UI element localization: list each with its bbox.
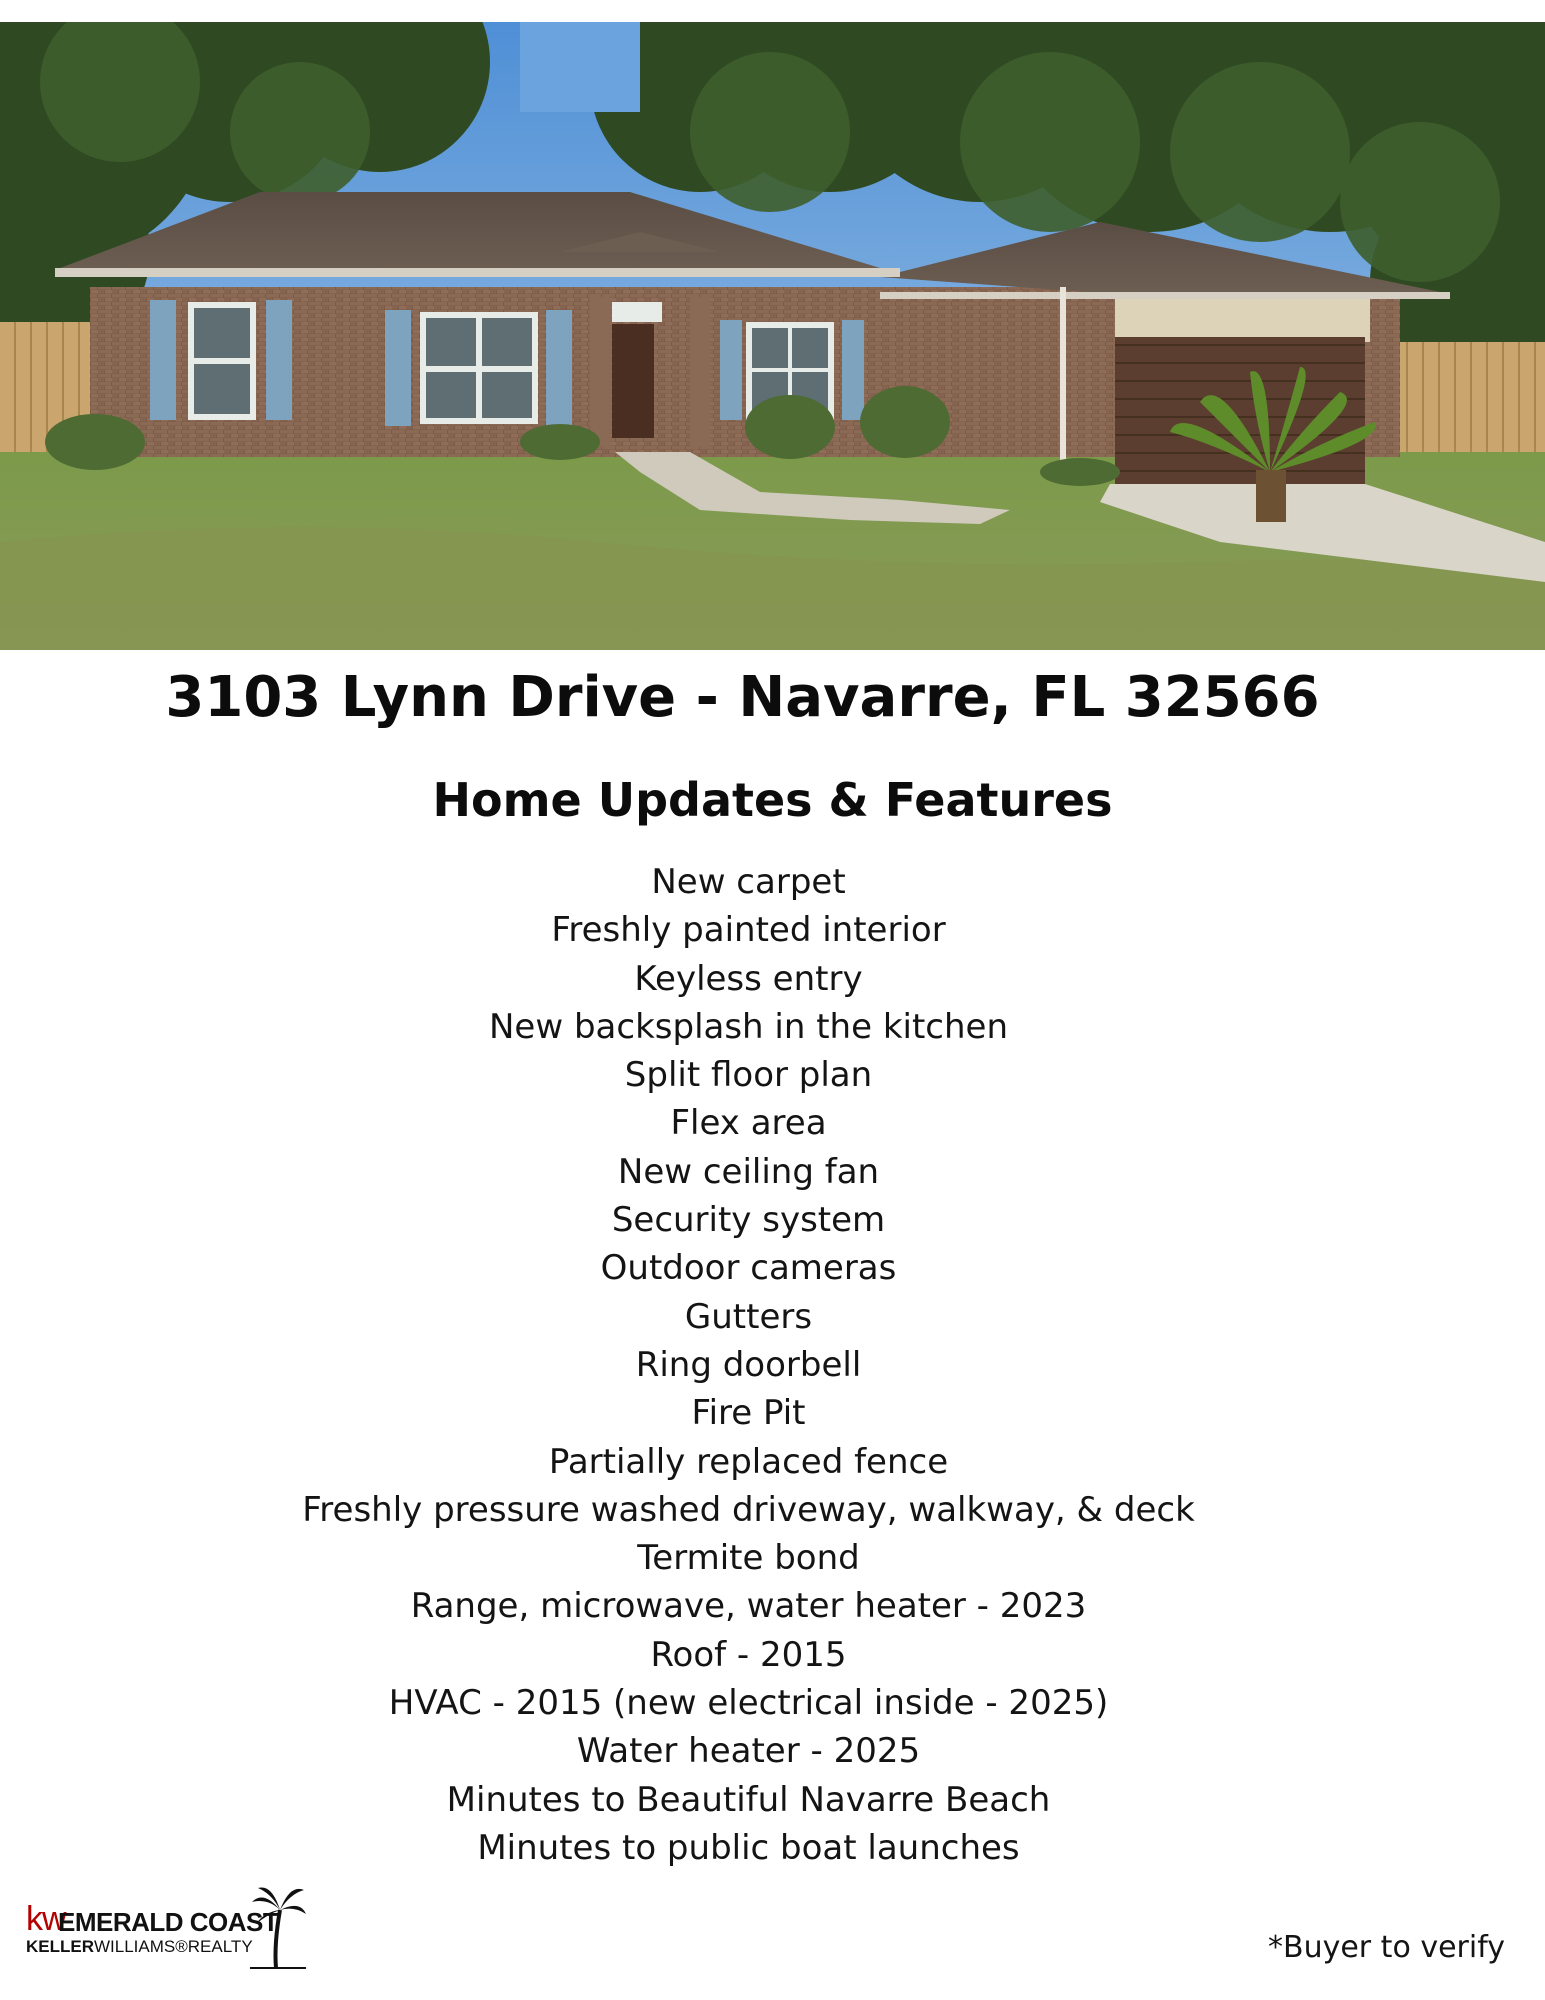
section-title: Home Updates & Features bbox=[432, 773, 1113, 827]
list-item: New carpet bbox=[651, 862, 846, 902]
kw-emerald-coast-logo bbox=[24, 1884, 304, 1970]
list-item: Minutes to Beautiful Navarre Beach bbox=[446, 1779, 1051, 1820]
list-item: Outdoor cameras bbox=[600, 1248, 897, 1289]
list-item: Termite bond bbox=[637, 1538, 860, 1579]
palm-tree-icon bbox=[250, 1884, 306, 1970]
house-photo bbox=[0, 22, 1545, 650]
logo-subtitle: KELLERWILLIAMS®REALTY bbox=[26, 1937, 253, 1956]
list-item: Flex area bbox=[670, 1103, 827, 1144]
list-item: Partially replaced fence bbox=[548, 1441, 949, 1482]
list-item: Security system bbox=[611, 1200, 886, 1241]
list-item: Roof - 2015 bbox=[650, 1634, 847, 1675]
list-item: Water heater - 2025 bbox=[576, 1731, 921, 1772]
list-item: New ceiling fan bbox=[617, 1151, 880, 1192]
list-item: Gutters bbox=[684, 1296, 813, 1337]
list-item: Fire Pit bbox=[691, 1393, 806, 1434]
list-item: New backsplash in the kitchen bbox=[489, 1006, 1008, 1047]
list-item: Freshly pressure washed driveway, walkway, & deck bbox=[302, 1489, 1195, 1530]
list-item: Range, microwave, water heater - 2023 bbox=[410, 1586, 1087, 1627]
list-item: HVAC - 2015 (new electrical inside - 2025) bbox=[388, 1683, 1109, 1724]
list-item: Keyless entry bbox=[634, 958, 863, 999]
logo-brand: EMERALD COAST bbox=[58, 1907, 279, 1937]
listing-address: 3103 Lynn Drive - Navarre, FL 32566 bbox=[165, 665, 1320, 730]
list-item: Ring doorbell bbox=[635, 1344, 862, 1385]
logo-kw: kw bbox=[26, 1900, 66, 1938]
buyer-to-verify-note: *Buyer to verify bbox=[1268, 1930, 1505, 1965]
list-item: Minutes to public boat launches bbox=[477, 1827, 1020, 1868]
list-item: Freshly painted interior bbox=[551, 910, 946, 951]
list-item: Split floor plan bbox=[624, 1055, 873, 1096]
features-list bbox=[0, 858, 1497, 1872]
